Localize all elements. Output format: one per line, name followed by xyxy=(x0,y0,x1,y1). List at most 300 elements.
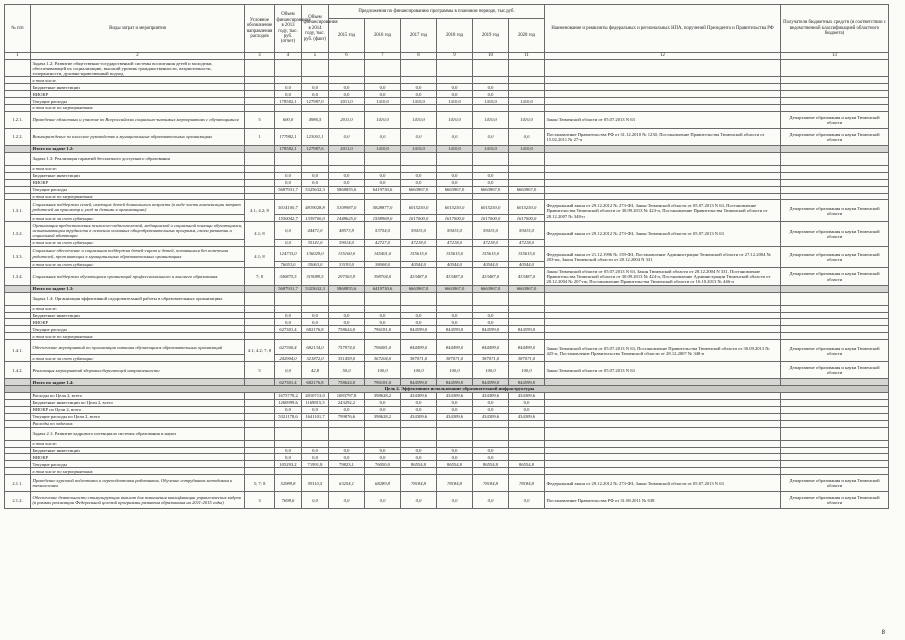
value-cell: 0,0 xyxy=(302,319,329,326)
cell-num xyxy=(5,333,31,340)
value-cell: 319089,5 xyxy=(302,268,329,285)
value-cell: 5014100,7 xyxy=(275,200,302,215)
cell-empty xyxy=(365,333,401,340)
header-y2014: Объем финансирования в 2014 году, тыс. руб. (факт) xyxy=(302,5,329,53)
financing-table xyxy=(4,4,889,509)
cell-empty xyxy=(245,60,275,77)
value-cell: 124733,0 xyxy=(275,246,302,261)
value-cell: 35063,0 xyxy=(302,261,329,268)
value-cell: 682176,8 xyxy=(302,326,329,333)
sum-row xyxy=(5,186,889,193)
cell-empty xyxy=(473,305,509,312)
value-cell: 1410,0 xyxy=(437,145,473,152)
cell-empty xyxy=(401,420,437,427)
cell-empty xyxy=(509,77,545,84)
cell-empty xyxy=(275,77,302,84)
value-cell xyxy=(509,84,545,91)
value-cell: 135160,0 xyxy=(329,246,365,261)
row-label: Итого по задаче 1.2: xyxy=(31,145,245,152)
cell-empty xyxy=(781,285,889,292)
cell-empty xyxy=(329,152,365,165)
value-cell: 0,0 xyxy=(473,447,509,454)
item-code: 5 xyxy=(245,111,275,128)
header-colnum: 9 xyxy=(437,53,473,60)
cell-empty xyxy=(437,427,473,440)
cell-num xyxy=(5,305,31,312)
cell-empty xyxy=(545,77,781,84)
value-cell: 433487,0 xyxy=(401,268,437,285)
item-name: Проведение курсовой подготовки и переподготовки работников, Обучение сотрудников методикам и технологиям xyxy=(31,475,245,492)
item-recipient: Департамент образования и науки Тюменской области xyxy=(781,128,889,145)
value-cell: 0,0 xyxy=(473,319,509,326)
value-cell: 0,0 xyxy=(329,447,365,454)
row-label: Текущие расходы xyxy=(31,461,245,468)
cell-empty xyxy=(509,427,545,440)
value-cell xyxy=(245,413,275,420)
cell-empty xyxy=(302,420,329,427)
value-cell xyxy=(245,454,275,461)
item-npa: Постановление Правительства РФ от 31.12.2010 № 1230, Постановление Правительства Тюменской области от 15.02.2011 № 27-п xyxy=(545,128,781,145)
cell-empty xyxy=(401,105,437,112)
label-text: в том числе по мероприятиям: xyxy=(31,333,245,340)
label-row xyxy=(5,420,889,427)
value-cell: 145401,0 xyxy=(365,246,401,261)
item-code: 5 xyxy=(245,362,275,379)
label-text: в том числе: xyxy=(31,440,245,447)
cell-num xyxy=(5,406,31,413)
cell-empty xyxy=(545,60,781,77)
value-cell: 1410,0 xyxy=(437,98,473,105)
total-row xyxy=(5,285,889,292)
item-recipient: Департамент образования и науки Тюменской области xyxy=(781,246,889,268)
value-cell: 799876,6 xyxy=(329,413,365,420)
value-cell: 6663967,0 xyxy=(509,285,545,292)
cell-empty xyxy=(509,420,545,427)
item-code: 4.1; 4.2; 7; 8 xyxy=(245,340,275,362)
value-cell: 86554,8 xyxy=(473,461,509,468)
item-row xyxy=(5,340,889,355)
row-label: НИОКР xyxy=(31,91,245,98)
cell-empty xyxy=(275,60,302,77)
item-recipient: Департамент образования и науки Тюменской области xyxy=(781,222,889,246)
value-cell: 155615,0 xyxy=(509,246,545,261)
value-cell xyxy=(245,379,275,386)
value-cell: 398628,2 xyxy=(365,393,401,400)
goal-row xyxy=(5,386,889,393)
cell-num xyxy=(5,468,31,475)
cell-empty xyxy=(365,105,401,112)
cell-empty xyxy=(329,60,365,77)
cell-num xyxy=(5,440,31,447)
value-cell: 0,0 xyxy=(473,179,509,186)
value-cell: 351459,0 xyxy=(329,355,365,362)
value-cell: 7698,6 xyxy=(275,492,302,509)
header-colnum: 6 xyxy=(329,53,365,60)
cell-empty xyxy=(329,77,365,84)
page-number: 8 xyxy=(881,630,885,636)
cell-empty xyxy=(401,77,437,84)
task-row xyxy=(5,427,889,440)
value-cell: 1641101,7 xyxy=(302,413,329,420)
cell-empty xyxy=(509,292,545,305)
value-cell: 0,0 xyxy=(302,454,329,461)
value-cell: 0,0 xyxy=(275,84,302,91)
value-cell: 48573,9 xyxy=(329,222,365,239)
cell-empty xyxy=(781,186,889,193)
value-cell: 76053,0 xyxy=(275,261,302,268)
cell-empty xyxy=(275,468,302,475)
sum-row xyxy=(5,454,889,461)
value-cell: 5325632,3 xyxy=(302,285,329,292)
label-text: в том числе xyxy=(31,77,245,84)
cell-empty xyxy=(545,413,781,420)
item-npa: Закон Тюменской области от 05.07.2013 N 63, Закон Тюменской области от 28.12.2004 N 331, Постановление Правительства Тюменской области от 30.09.2013 № 424-п, Постановление Администрации Тюменской области от 20.12.2004 № 207-пк, Постановление Правительства Тюменской области от 16.10.2013 № 446-п xyxy=(545,268,781,285)
value-cell: 5687931,7 xyxy=(275,186,302,193)
subvention-label: в том числе за счет субвенции: xyxy=(31,239,245,246)
value-cell: 434309,6 xyxy=(437,413,473,420)
value-cell: 0,0 xyxy=(275,179,302,186)
cell-empty xyxy=(245,305,275,312)
cell-num xyxy=(5,172,31,179)
row-label: Текущие расходы по Цели 2, всего xyxy=(31,413,245,420)
value-cell: 367204,0 xyxy=(365,355,401,362)
value-cell: 63254,1 xyxy=(329,475,365,492)
task-row xyxy=(5,60,889,77)
cell-empty xyxy=(781,447,889,454)
value-cell: 53754,0 xyxy=(365,222,401,239)
value-cell: 127987,0 xyxy=(302,98,329,105)
cell-empty xyxy=(329,333,365,340)
cell-empty xyxy=(545,406,781,413)
header-year: 2018 год xyxy=(437,19,473,53)
cell-empty xyxy=(437,333,473,340)
value-cell: 0,0 xyxy=(401,406,437,413)
value-cell: 1410,0 xyxy=(365,98,401,105)
header-colnum: 12 xyxy=(545,53,781,60)
cell-empty xyxy=(781,326,889,333)
cell-empty xyxy=(781,333,889,340)
cell-empty xyxy=(245,333,275,340)
value-cell: 1169815,5 xyxy=(302,399,329,406)
item-npa: Закон Тюменской области от 05.07.2013 N 63 xyxy=(545,111,781,128)
value-cell: 0,0 xyxy=(302,179,329,186)
value-cell: 0,0 xyxy=(401,312,437,319)
row-label: Итого по задаче 1.4: xyxy=(31,379,245,386)
value-cell: 387071,0 xyxy=(509,355,545,362)
value-cell: 6015250,0 xyxy=(473,200,509,215)
cell-empty xyxy=(509,152,545,165)
cell-empty xyxy=(437,440,473,447)
value-cell: 0,0 xyxy=(275,91,302,98)
value-cell: 0,0 xyxy=(401,91,437,98)
cell-empty xyxy=(365,165,401,172)
row-label: Текущие расходы xyxy=(31,326,245,333)
value-cell: 6419730,6 xyxy=(365,186,401,193)
value-cell: 0,0 xyxy=(365,179,401,186)
value-cell xyxy=(245,326,275,333)
cell-num xyxy=(5,386,31,393)
sum-row xyxy=(5,447,889,454)
cell-empty xyxy=(365,152,401,165)
value-cell: 86554,8 xyxy=(509,461,545,468)
cell-empty xyxy=(781,84,889,91)
value-cell: 682134,0 xyxy=(302,340,329,355)
header-colnum: 13 xyxy=(781,53,889,60)
value-cell: 0,0 xyxy=(302,492,329,509)
value-cell xyxy=(245,399,275,406)
value-cell: 71991,8 xyxy=(302,461,329,468)
cell-empty xyxy=(245,152,275,165)
value-cell: 0,0 xyxy=(365,399,401,406)
value-cell: 0,0 xyxy=(437,447,473,454)
item-npa: Закон Тюменской области от 05.07.2013 N 63, Постановление Правительства Тюменской области от 30.09.2013 № 425-п, Постановление Правительства Тюменской области от 28.12.2007 № 348-п xyxy=(545,340,781,362)
value-cell: 100,0 xyxy=(509,362,545,379)
task-text: Задача 1.2: Развитие общественно-государственной системы воспитания детей и молодежи, обеспечивающей их социализацию, высокий уровень гражданственности, патриотичности, толерантности, духовно-нравственный подход xyxy=(31,60,245,77)
value-cell: 76050,0 xyxy=(365,461,401,468)
cell-num xyxy=(5,399,31,406)
value-cell: 127987,6 xyxy=(302,145,329,152)
item-name: Организация предоставления психолого-педагогической, медицинской и социальной помощи обучающимся, испытывающим трудности в освоении основных общеобразовательных программ, своем развитии и социальной адаптации xyxy=(31,222,245,239)
cell-empty xyxy=(365,193,401,200)
header-y2013: Объем финансирования в 2013 году, тыс. руб. (отчет) xyxy=(275,5,302,53)
value-cell: 1448625,0 xyxy=(329,215,365,222)
label-row xyxy=(5,193,889,200)
item-row xyxy=(5,475,889,492)
item-number: 1.4.2. xyxy=(5,362,31,379)
cell-empty xyxy=(302,468,329,475)
cell-empty xyxy=(437,420,473,427)
value-cell: 0,0 xyxy=(401,128,437,145)
cell-empty xyxy=(401,165,437,172)
value-cell: 398628,2 xyxy=(365,413,401,420)
header-colnum: 10 xyxy=(473,53,509,60)
label-row xyxy=(5,165,889,172)
value-cell: 0,0 xyxy=(509,128,545,145)
cell-empty xyxy=(781,468,889,475)
value-cell: 177982,1 xyxy=(275,128,302,145)
sum-row xyxy=(5,84,889,91)
cell-empty xyxy=(781,393,889,400)
header-year: 2019 год xyxy=(473,19,509,53)
item-row xyxy=(5,246,889,261)
value-cell: 0,0 xyxy=(365,492,401,509)
cell-empty xyxy=(545,326,781,333)
row-label: Текущие расходы xyxy=(31,98,245,105)
value-cell: 100,0 xyxy=(473,362,509,379)
cell-empty xyxy=(781,305,889,312)
value-cell: 844599,0 xyxy=(473,326,509,333)
value-cell: 2011,0 xyxy=(329,98,365,105)
cell-empty xyxy=(545,440,781,447)
item-npa: Федеральный закон от 21.12.1996 № 159-ФЗ, Постановление Администрации Тюменской области от 27.12.2004 № 203-пк, Закон Тюменской области от 28.12.2004 N 331 xyxy=(545,246,781,268)
value-cell: 1617000,0 xyxy=(509,215,545,222)
cell-num xyxy=(5,326,31,333)
cell-empty xyxy=(302,333,329,340)
value-cell xyxy=(245,319,275,326)
value-cell: 59110,5 xyxy=(302,475,329,492)
cell-empty xyxy=(545,105,781,112)
value-cell: 844499,0 xyxy=(509,340,545,355)
item-npa: Федеральный закон от 29.12.2012 № 273-ФЗ, Закон Тюменской области от 05.07.2013 N 63 xyxy=(545,475,781,492)
value-cell: 6663967,0 xyxy=(401,186,437,193)
value-cell: 2011,0 xyxy=(329,145,365,152)
cell-empty xyxy=(245,193,275,200)
cell-empty xyxy=(781,406,889,413)
cell-empty xyxy=(545,454,781,461)
value-cell: 1410,0 xyxy=(473,111,509,128)
value-cell: 5325632,3 xyxy=(302,186,329,193)
value-cell: 1675778,2 xyxy=(275,393,302,400)
cell-num xyxy=(5,420,31,427)
value-cell: 0,0 xyxy=(473,128,509,145)
value-cell: 0,0 xyxy=(437,179,473,186)
cell-empty xyxy=(275,105,302,112)
header-colnum: 5 xyxy=(302,53,329,60)
value-cell xyxy=(509,172,545,179)
value-cell xyxy=(509,179,545,186)
value-cell xyxy=(509,319,545,326)
cell-empty xyxy=(545,305,781,312)
sum-row xyxy=(5,393,889,400)
value-cell: 35141,0 xyxy=(302,239,329,246)
value-cell: 844599,0 xyxy=(473,379,509,386)
cell-empty xyxy=(781,105,889,112)
value-cell: 86554,8 xyxy=(437,461,473,468)
value-cell: 0,0 xyxy=(437,84,473,91)
value-cell: 59415,0 xyxy=(473,222,509,239)
task-text: Задача 1.4: Организация эффективной оздоровительной работы в образовательных организациях xyxy=(31,292,245,305)
value-cell: 844599,0 xyxy=(401,379,437,386)
value-cell: 5109987,0 xyxy=(329,200,365,215)
cell-empty xyxy=(545,427,781,440)
value-cell: 0,0 xyxy=(275,454,302,461)
task-text: Задача 1.3: Реализация гарантий бесплатного доступного образования xyxy=(31,152,245,165)
cell-empty xyxy=(365,305,401,312)
cell-empty xyxy=(245,77,275,84)
item-number: 1.3.4. xyxy=(5,268,31,285)
item-row xyxy=(5,128,889,145)
value-cell: 0,0 xyxy=(401,492,437,509)
value-cell: 6015250,0 xyxy=(509,200,545,215)
header-npa: Наименование и реквизиты федеральных и региональных НПА, поручений Президента и Правительства РФ xyxy=(545,5,781,53)
cell-empty xyxy=(302,152,329,165)
cell-num xyxy=(5,179,31,186)
cell-num xyxy=(5,454,31,461)
value-cell: 796081,0 xyxy=(365,340,401,355)
value-cell: 434309,6 xyxy=(509,413,545,420)
item-number: 1.2.1. xyxy=(5,111,31,128)
item-code: 4.1; 8 xyxy=(245,222,275,246)
value-cell: 1410,0 xyxy=(509,145,545,152)
value-cell: 0,0 xyxy=(437,91,473,98)
value-cell: 0,0 xyxy=(329,179,365,186)
cell-empty xyxy=(329,440,365,447)
item-name: Социальное обеспечение и социальная поддержка детей-сирот и детей, оставшихся без попечения родителей, проживающих в муниципальных образовательных организациях xyxy=(31,246,245,261)
value-cell: 1617000,0 xyxy=(473,215,509,222)
item-row xyxy=(5,222,889,239)
cell-empty xyxy=(245,468,275,475)
cell-empty xyxy=(545,447,781,454)
value-cell: 398704,0 xyxy=(365,268,401,285)
value-cell: 0,0 xyxy=(401,179,437,186)
row-label: Бюджетные инвестиции xyxy=(31,84,245,91)
value-cell: 33193,0 xyxy=(329,261,365,268)
cell-empty xyxy=(401,440,437,447)
cell-empty xyxy=(781,98,889,105)
value-cell: 0,0 xyxy=(401,172,437,179)
cell-empty xyxy=(401,292,437,305)
cell-empty xyxy=(545,84,781,91)
cell-empty xyxy=(473,333,509,340)
value-cell: 627301,4 xyxy=(275,326,302,333)
cell-empty xyxy=(329,420,365,427)
label-row xyxy=(5,468,889,475)
value-cell: 78184,8 xyxy=(473,475,509,492)
value-cell: 757974,0 xyxy=(329,340,365,355)
value-cell: 38008,0 xyxy=(365,261,401,268)
value-cell: 1083797,8 xyxy=(329,393,365,400)
cell-empty xyxy=(437,152,473,165)
value-cell: 0,0 xyxy=(275,406,302,413)
cell-empty xyxy=(473,440,509,447)
value-cell: 0,0 xyxy=(275,447,302,454)
value-cell: 6663967,0 xyxy=(437,186,473,193)
cell-empty xyxy=(437,60,473,77)
label-row xyxy=(5,77,889,84)
cell-empty xyxy=(545,91,781,98)
value-cell: 796181,0 xyxy=(365,326,401,333)
value-cell xyxy=(509,447,545,454)
value-cell: 434309,6 xyxy=(437,393,473,400)
cell-empty xyxy=(473,60,509,77)
value-cell: 155615,0 xyxy=(473,246,509,261)
cell-empty xyxy=(245,105,275,112)
value-cell: 0,0 xyxy=(473,172,509,179)
item-row xyxy=(5,362,889,379)
cell-num xyxy=(5,461,31,468)
cell-empty xyxy=(275,165,302,172)
cell-empty xyxy=(545,379,781,386)
value-cell: 0,0 xyxy=(365,84,401,91)
cell-empty xyxy=(781,152,889,165)
value-cell: 0,0 xyxy=(437,406,473,413)
cell-empty xyxy=(245,165,275,172)
cell-empty xyxy=(781,413,889,420)
cell-num xyxy=(5,145,31,152)
header-year: 2017 год xyxy=(401,19,437,53)
value-cell: 42,8 xyxy=(302,362,329,379)
value-cell: 434309,6 xyxy=(473,393,509,400)
sum-row xyxy=(5,413,889,420)
value-cell: 0,0 xyxy=(365,406,401,413)
value-cell: 434309,6 xyxy=(473,413,509,420)
cell-empty xyxy=(545,172,781,179)
value-cell: 434309,6 xyxy=(509,393,545,400)
cell-empty xyxy=(545,285,781,292)
item-name: Реализация мероприятий здоровьесберегающей направленности xyxy=(31,362,245,379)
row-label: Бюджетные инвестиции xyxy=(31,172,245,179)
cell-empty xyxy=(781,312,889,319)
cell-empty xyxy=(545,98,781,105)
subvention-label: в том числе за счет субвенции: xyxy=(31,261,245,268)
value-cell xyxy=(245,312,275,319)
cell-empty xyxy=(781,60,889,77)
sum-row xyxy=(5,172,889,179)
value-cell: 155615,0 xyxy=(401,246,437,261)
task-text: Задача 2.1: Развитие кадрового потенциала системы образования и науки xyxy=(31,427,245,440)
value-cell xyxy=(245,172,275,179)
cell-num xyxy=(5,379,31,386)
